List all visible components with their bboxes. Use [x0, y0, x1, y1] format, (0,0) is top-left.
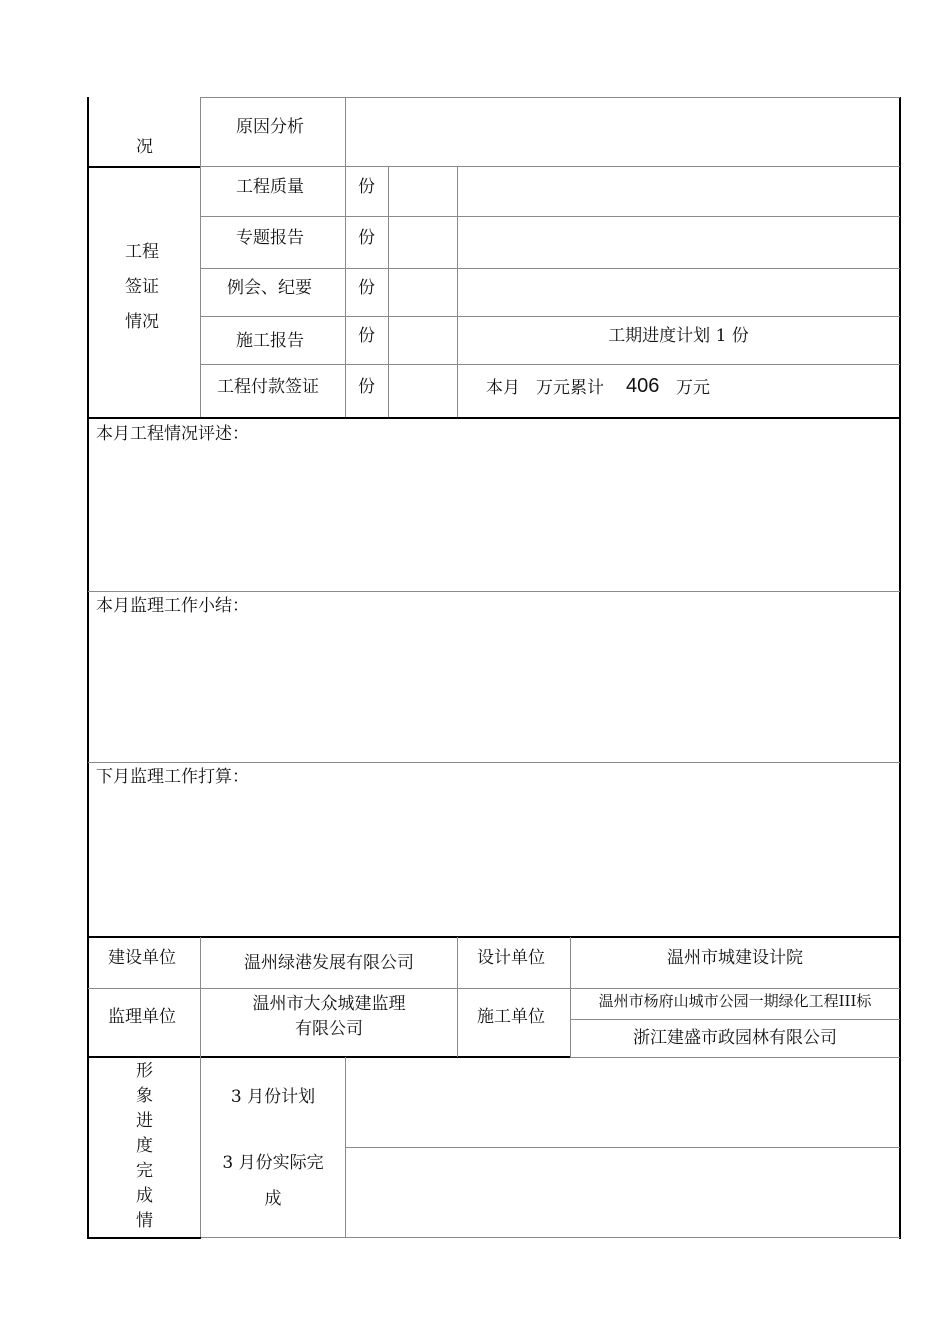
- row-divider: [88, 1056, 571, 1058]
- section-title-next-month-plan: 下月监理工作打算：: [96, 767, 249, 787]
- sign-title-line2: 签证: [125, 277, 159, 297]
- top-border: [200, 97, 900, 98]
- section-divider: [88, 936, 900, 938]
- actual-label-line1: 3 月份实际完: [222, 1153, 324, 1173]
- progress-title-char: 形: [136, 1061, 153, 1081]
- actual-label-line2: 成: [264, 1189, 282, 1209]
- section-divider: [88, 591, 900, 592]
- section-divider: [88, 762, 900, 763]
- sign-title-line1: 工程: [125, 242, 159, 262]
- payment-cumulative-value: 406: [626, 375, 660, 397]
- col-divider: [388, 166, 389, 417]
- col-divider: [457, 937, 458, 1057]
- progress-title-char: 度: [136, 1136, 153, 1156]
- design-value: 温州市城建设计院: [667, 948, 803, 968]
- sign-title-line3: 情况: [125, 312, 159, 332]
- unit-text: 份: [358, 377, 375, 397]
- unit-text: 份: [358, 228, 375, 248]
- supervisor-value-line2: 有限公司: [295, 1019, 363, 1039]
- row-divider: [88, 988, 900, 989]
- owner-label: 建设单位: [108, 948, 176, 968]
- progress-title-char: 完: [136, 1161, 153, 1181]
- contractor-project: 温州市杨府山城市公园一期绿化工程III标: [598, 992, 872, 1010]
- col1-tail-text: 况: [136, 137, 153, 157]
- row-divider: [570, 1057, 900, 1058]
- payment-note-suffix: 万元: [676, 378, 710, 398]
- section-title-monthly-review: 本月工程情况评述：: [96, 424, 249, 444]
- contractor-value: 浙江建盛市政园林有限公司: [633, 1028, 837, 1048]
- row-label-quality: 工程质量: [236, 177, 304, 197]
- unit-text: 份: [358, 177, 375, 197]
- row-divider: [345, 1147, 900, 1148]
- section-title-monthly-summary: 本月监理工作小结：: [96, 596, 249, 616]
- bottom-border: [88, 1237, 201, 1239]
- contractor-label: 施工单位: [477, 1007, 545, 1027]
- col-divider: [200, 1057, 201, 1238]
- row-label-construction: 施工报告: [236, 331, 304, 351]
- section-divider: [88, 417, 900, 419]
- payment-note-prefix: 本月: [486, 378, 520, 398]
- row-divider: [200, 316, 900, 317]
- row-label-payment: 工程付款签证: [217, 377, 319, 397]
- progress-title-char: 象: [136, 1086, 153, 1106]
- unit-text: 份: [358, 326, 375, 346]
- row-label-meeting: 例会、纪要: [227, 278, 312, 298]
- owner-value: 温州绿港发展有限公司: [244, 953, 414, 973]
- payment-note-mid: 万元累计: [536, 378, 604, 398]
- col-divider: [200, 97, 201, 417]
- row-divider: [88, 166, 201, 168]
- bottom-border: [200, 1237, 900, 1238]
- unit-text: 份: [358, 278, 375, 298]
- supervisor-label: 监理单位: [108, 1007, 176, 1027]
- row-divider: [570, 1019, 900, 1020]
- progress-title-char: 情: [136, 1211, 153, 1231]
- design-label: 设计单位: [477, 948, 545, 968]
- row-divider: [200, 166, 900, 167]
- row-divider: [200, 268, 900, 269]
- reason-label: 原因分析: [236, 117, 304, 137]
- supervisor-value-line1: 温州市大众城建监理: [252, 994, 406, 1014]
- col-divider: [457, 166, 458, 417]
- row-label-report: 专题报告: [236, 228, 304, 248]
- progress-title-char: 进: [136, 1111, 153, 1131]
- row-divider: [200, 364, 900, 365]
- construction-report-note: 工期进度计划 1 份: [608, 326, 749, 346]
- table-left-border: [87, 97, 89, 1239]
- plan-label: 3 月份计划: [230, 1087, 316, 1107]
- progress-title-char: 成: [136, 1186, 153, 1206]
- row-divider: [200, 216, 900, 217]
- col-divider: [345, 97, 346, 417]
